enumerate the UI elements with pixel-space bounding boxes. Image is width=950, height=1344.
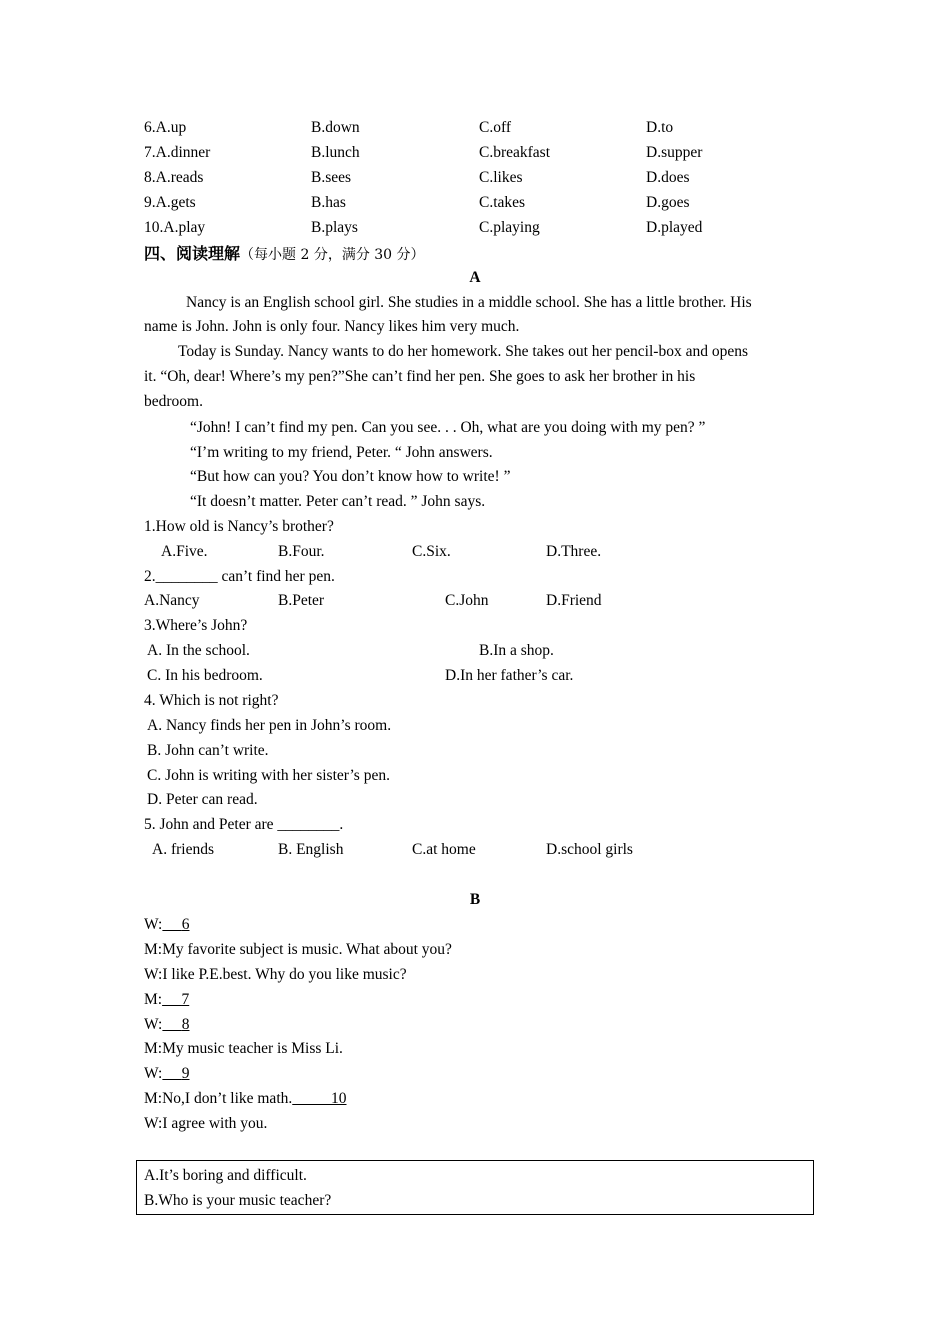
speaker: M: bbox=[144, 1090, 163, 1107]
question-1-option-a: A.Five. bbox=[161, 543, 208, 560]
blank-9: 9 bbox=[181, 1065, 190, 1082]
line-text: I like P.E.best. Why do you like music? bbox=[162, 966, 407, 983]
passage-a-p2-line2: it. “Oh, dear! Where’s my pen?”She can’t find her pen. She goes to ask her brother in his bbox=[144, 368, 696, 385]
dialog-b-line-4 bbox=[144, 990, 189, 1010]
line-text: No,I don’t like math. bbox=[162, 1090, 293, 1107]
passage-b-heading: B bbox=[469, 891, 481, 908]
question-1-option-c: C.Six. bbox=[412, 543, 451, 560]
option-10c: C.playing bbox=[479, 219, 540, 236]
question-3-option-c: C. In his bedroom. bbox=[147, 667, 263, 684]
option-9b: B.has bbox=[311, 194, 346, 211]
question-3-stem: 3.Where’s John? bbox=[144, 617, 248, 634]
passage-a-p2-line3: bedroom. bbox=[144, 393, 203, 410]
question-2-option-c: C.John bbox=[445, 592, 489, 609]
question-5-option-a: A. friends bbox=[152, 841, 214, 858]
option-box-a: A.It’s boring and difficult. bbox=[144, 1167, 307, 1184]
option-10a: 10.A.play bbox=[144, 219, 206, 236]
option-9c: C.takes bbox=[479, 194, 526, 211]
blank-10: 10 bbox=[331, 1090, 347, 1107]
section-note: （每小题 2 分，满分 30 分） bbox=[240, 247, 425, 263]
dialog-b-line-1 bbox=[144, 915, 190, 935]
option-9a: 9.A.gets bbox=[144, 194, 196, 211]
question-4-option-b: B. John can’t write. bbox=[147, 742, 269, 759]
question-5-option-d: D.school girls bbox=[546, 841, 633, 858]
option-6b: B.down bbox=[311, 119, 360, 136]
passage-a-p2-line1: Today is Sunday. Nancy wants to do her homework. She takes out her pencil-box and opens bbox=[178, 343, 748, 360]
dialog-b-line-2 bbox=[144, 940, 452, 960]
speaker: W: bbox=[144, 1065, 163, 1082]
speaker: M: bbox=[144, 1040, 163, 1057]
question-5-option-b: B. English bbox=[278, 841, 344, 858]
option-8a: 8.A.reads bbox=[144, 169, 204, 186]
speaker: W: bbox=[144, 966, 163, 983]
option-8d: D.does bbox=[646, 169, 690, 186]
option-10d: D.played bbox=[646, 219, 703, 236]
option-6c: C.off bbox=[479, 119, 512, 136]
option-9d: D.goes bbox=[646, 194, 690, 211]
option-7b: B.lunch bbox=[311, 144, 360, 161]
section-heading bbox=[144, 244, 425, 265]
question-2-option-a: A.Nancy bbox=[144, 592, 200, 609]
dialog-b-line-6 bbox=[144, 1039, 343, 1059]
speaker: M: bbox=[144, 991, 163, 1008]
question-4-option-a: A. Nancy finds her pen in John’s room. bbox=[147, 717, 392, 734]
line-text: My music teacher is Miss Li. bbox=[162, 1040, 343, 1057]
line-text: My favorite subject is music. What about you? bbox=[162, 941, 452, 958]
question-3-option-b: B.In a shop. bbox=[479, 642, 554, 659]
question-4-option-d: D. Peter can read. bbox=[147, 791, 258, 808]
option-7d: D.supper bbox=[646, 144, 703, 161]
dialog-line-1: “John! I can’t find my pen. Can you see. . . Oh, what are you doing with my pen? ” bbox=[190, 419, 706, 436]
question-2-option-d: D.Friend bbox=[546, 592, 602, 609]
blank-8: 8 bbox=[181, 1016, 190, 1033]
dialog-line-3: “But how can you? You don’t know how to write! ” bbox=[190, 468, 511, 485]
speaker: W: bbox=[144, 1016, 163, 1033]
question-4-stem: 4. Which is not right? bbox=[144, 692, 279, 709]
section-title: 四、阅读理解 bbox=[144, 244, 241, 263]
option-6d: D.to bbox=[646, 119, 674, 136]
question-5-option-c: C.at home bbox=[412, 841, 476, 858]
speaker: M: bbox=[144, 941, 163, 958]
dialog-b-line-8 bbox=[144, 1089, 347, 1109]
question-4-option-c: C. John is writing with her sister’s pen. bbox=[147, 767, 390, 784]
question-5-stem: 5. John and Peter are ________. bbox=[144, 816, 344, 833]
dialog-b-line-7 bbox=[144, 1064, 190, 1084]
option-7a: 7.A.dinner bbox=[144, 144, 211, 161]
question-3-option-d: D.In her father’s car. bbox=[445, 667, 574, 684]
dialog-b-line-5 bbox=[144, 1015, 190, 1035]
option-10b: B.plays bbox=[311, 219, 358, 236]
passage-a-p1-line2: name is John. John is only four. Nancy likes him very much. bbox=[144, 318, 520, 335]
option-7c: C.breakfast bbox=[479, 144, 551, 161]
passage-a-heading: A bbox=[469, 269, 481, 286]
dialog-b-line-3 bbox=[144, 965, 407, 985]
dialog-line-2: “I’m writing to my friend, Peter. “ John answers. bbox=[190, 444, 493, 461]
question-2-option-b: B.Peter bbox=[278, 592, 325, 609]
blank-6: 6 bbox=[181, 916, 190, 933]
question-1-stem: 1.How old is Nancy’s brother? bbox=[144, 518, 334, 535]
dialog-line-4: “It doesn’t matter. Peter can’t read. ” John says. bbox=[190, 493, 486, 510]
blank-7: 7 bbox=[181, 991, 190, 1008]
question-3-option-a: A. In the school. bbox=[147, 642, 250, 659]
line-text: I agree with you. bbox=[162, 1115, 268, 1132]
option-8b: B.sees bbox=[311, 169, 352, 186]
question-2-stem: 2.________ can’t find her pen. bbox=[144, 568, 335, 585]
option-8c: C.likes bbox=[479, 169, 523, 186]
speaker: W: bbox=[144, 916, 163, 933]
question-1-option-d: D.Three. bbox=[546, 543, 602, 560]
option-6a: 6.A.up bbox=[144, 119, 187, 136]
option-box-b: B.Who is your music teacher? bbox=[144, 1192, 332, 1209]
speaker: W: bbox=[144, 1115, 163, 1132]
question-1-option-b: B.Four. bbox=[278, 543, 325, 560]
dialog-b-line-9 bbox=[144, 1114, 267, 1134]
passage-a-p1-line1: Nancy is an English school girl. She studies in a middle school. She has a little brother. His bbox=[186, 294, 752, 311]
